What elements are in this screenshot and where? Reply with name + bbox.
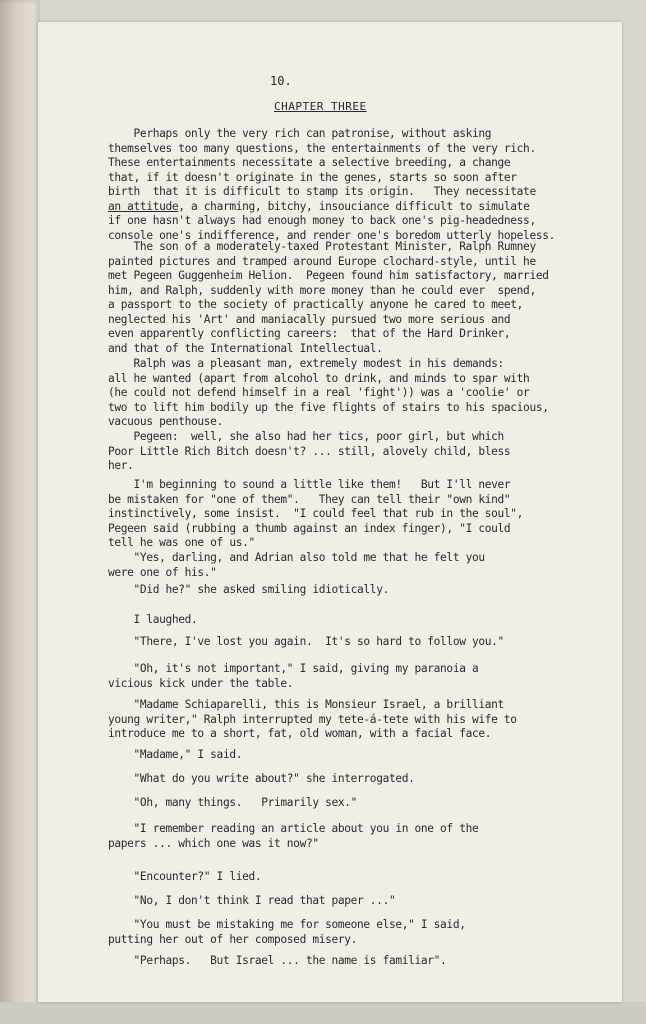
paragraph [108,796,598,811]
text-line: instinctively, some insist. "I could feel that rub in the soul", [108,507,524,520]
text-line: be mistaken for "one of them". They can tell their "own kind" [108,492,511,506]
text-line: putting her out of her composed misery. [108,932,358,946]
text-line: I'm beginning to sound a little like them! But I'll never [108,478,511,491]
text-line: Poor Little Rich Bitch doesn't? ... still, alovely child, bless [108,444,511,458]
paragraph [108,357,598,430]
text-line: two to lift him bodily up the five flights of stairs to his spacious, [108,400,549,414]
text-line: "Encounter?" I lied. [108,870,262,883]
text-line: painted pictures and tramped around Europe clochard-style, until he [108,254,536,268]
text-line: "Did he?" she asked smiling idiotically. [108,583,389,596]
text-line: vacuous penthouse. [108,415,223,428]
paragraph [108,698,598,742]
text-line: "I remember reading an article about you in one of the [108,822,479,835]
text-line: "What do you write about?" she interrogated. [108,772,415,785]
text-line: The son of a moderately-taxed Protestant Minister, Ralph Rumney [108,240,536,253]
text-line: Pegeen: well, she also had her tics, poor girl, but which [108,430,504,443]
text-line: were one of his." [108,565,217,579]
paragraph [108,478,598,551]
paragraph [108,583,598,598]
text-line: that, if it doesn't originate in the genes, starts so soon after [108,170,517,184]
text-line: a passport to the society of practically anyone he cared to meet, [108,298,524,311]
underlined-phrase: an attitude [108,199,179,213]
text-line: papers ... which one was it now?" [108,836,319,850]
paragraph [108,748,598,763]
text-line: "Perhaps. But Israel ... the name is familiar". [108,954,447,967]
text-line: console one's indifference, and render one's boredom utterly hopeless. [108,228,555,242]
paragraph [108,772,598,787]
text-line: "Yes, darling, and Adrian also told me that he felt you [108,551,485,564]
text-line: "There, I've lost you again. It's so hard to follow you." [108,635,504,648]
text-line: young writer," Ralph interrupted my tete-á-tete with his wife to [108,712,517,726]
text-line: Perhaps only the very rich can patronise, without asking [108,127,492,140]
text-line: Ralph was a pleasant man, extremely modest in his demands: [108,357,504,370]
paragraph [108,240,598,356]
page-number: 10. [270,74,292,88]
text-line: These entertainments necessitate a selective breeding, a change [108,156,511,169]
paragraph [108,551,598,580]
paragraph [108,430,598,474]
text-line: "No, I don't think I read that paper ..." [108,894,396,907]
text-line: "You must be mistaking me for someone else," I said, [108,918,466,931]
typescript-page [38,22,622,1002]
text-line: if one hasn't always had enough money to back one's pig-headedness, [108,214,536,227]
text-line: even apparently conflicting careers: that of the Hard Drinker, [108,327,511,340]
paragraph [108,822,598,851]
text-line: and that of the International Intellectual. [108,341,383,355]
text-line: all he wanted (apart from alcohol to drink, and minds to spar with [108,371,530,385]
text-line: "Madame Schiaparelli, this is Monsieur Israel, a brilliant [108,698,504,711]
text-line: introduce me to a short, fat, old woman, with a facial face. [108,727,492,740]
text-line: "Oh, it's not important," I said, giving my paranoia a [108,662,479,675]
chapter-title: CHAPTER THREE [274,100,367,113]
text-line: met Pegeen Guggenheim Helion. Pegeen found him satisfactory, married [108,269,549,282]
paragraph [108,613,598,628]
paragraph [108,918,598,947]
text-line: neglected his 'Art' and maniacally pursued two more serious and [108,312,511,326]
text-line: her. [108,459,134,472]
table-surface [0,1002,646,1024]
text-line: I laughed. [108,613,198,626]
text-line: him, and Ralph, suddenly with more money than he could ever spend, [108,283,536,297]
paragraph [108,662,598,691]
paragraph [108,127,598,243]
paragraph [108,894,598,909]
text-line: "Madame," I said. [108,748,243,761]
paragraph [108,635,598,650]
text-line: "Oh, many things. Primarily sex." [108,796,358,809]
text-line: an attitude, a charming, bitchy, insouciance difficult to simulate [108,199,530,213]
paragraph [108,954,598,969]
text-line: themselves too many questions, the entertainments of the very rich. [108,141,536,155]
text-line: Pegeen said (rubbing a thumb against an index finger), "I could [108,521,511,535]
text-line: (he could not defend himself in a real 'fight')) was a 'coolie' or [108,386,530,399]
book-spine [0,0,40,1024]
text-line: tell he was one of us." [108,536,255,549]
text-line: vicious kick under the table. [108,676,294,690]
text-line: birth that it is difficult to stamp its origin. They necessitate [108,185,536,198]
paragraph [108,870,598,885]
